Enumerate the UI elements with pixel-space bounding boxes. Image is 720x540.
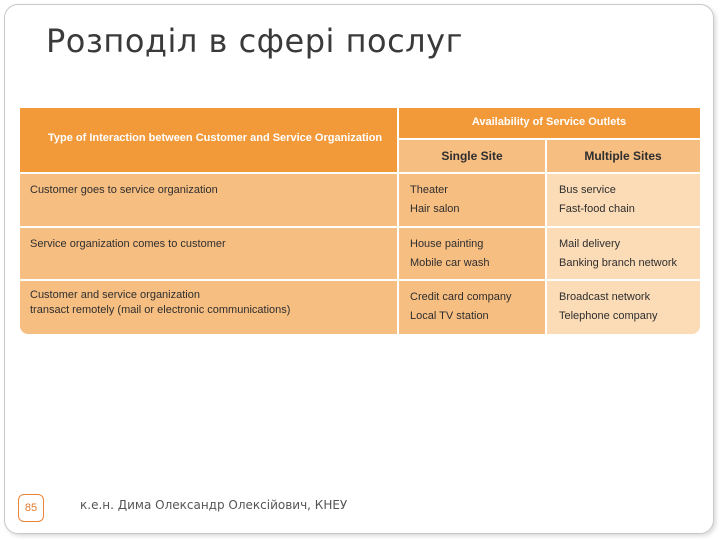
row-1-multiple-sites-line-2: Fast-food chain <box>559 203 635 215</box>
vertical-divider-1 <box>397 108 399 334</box>
page-number-badge: 85 <box>18 494 44 522</box>
row-2-interaction-line-1: Service organization comes to customer <box>30 238 226 250</box>
slide-title: Розподіл в сфері послуг <box>46 22 463 60</box>
row-2-multiple-sites-line-1: Mail delivery <box>559 238 621 250</box>
row-2-single-site-line-2: Mobile car wash <box>410 257 490 269</box>
row-1-single-site-line-1: Theater <box>410 184 448 196</box>
col-header-multiple-sites-text: Multiple Sites <box>584 149 662 163</box>
col-header-multiple-sites <box>546 139 700 172</box>
corner-header-cell <box>20 108 398 172</box>
row-3-single-site-line-2: Local TV station <box>410 310 489 322</box>
col-header-single-site <box>398 139 546 172</box>
row-1-interaction <box>20 174 398 226</box>
corner-header-text: Type of Interaction between Customer and Service Organization <box>48 132 383 144</box>
row-2-multiple-sites <box>546 228 700 279</box>
header-subdivider <box>398 138 700 140</box>
row-2-multiple-sites-line-2: Banking branch network <box>559 257 678 269</box>
row-3-interaction <box>20 281 398 334</box>
row-3-single-site-line-1: Credit card company <box>410 291 512 303</box>
row-2-single-site <box>398 228 546 279</box>
row-1-single-site <box>398 174 546 226</box>
row-3-multiple-sites <box>546 281 700 334</box>
row-2-interaction <box>20 228 398 279</box>
row-3-interaction-line-1: Customer and service organization <box>30 289 200 301</box>
group-header-cell <box>398 108 700 139</box>
row-3-multiple-sites-line-2: Telephone company <box>559 310 658 322</box>
row-1-multiple-sites <box>546 174 700 226</box>
row-2-single-site-line-1: House painting <box>410 238 484 250</box>
row-1-single-site-line-2: Hair salon <box>410 203 460 215</box>
row-1-multiple-sites-line-1: Bus service <box>559 184 616 196</box>
author-footer: к.е.н. Дима Олександр Олексійович, КНЕУ <box>80 498 348 512</box>
row-3-single-site <box>398 281 546 334</box>
vertical-divider-2 <box>545 139 547 334</box>
service-distribution-table <box>20 108 700 334</box>
row-3-interaction-line-2: transact remotely (mail or electronic communications) <box>30 304 291 316</box>
col-header-single-site-text: Single Site <box>441 149 503 163</box>
group-header-text: Availability of Service Outlets <box>471 116 627 128</box>
row-3-multiple-sites-line-1: Broadcast network <box>559 291 651 303</box>
row-1-interaction-line-1: Customer goes to service organization <box>30 184 218 196</box>
